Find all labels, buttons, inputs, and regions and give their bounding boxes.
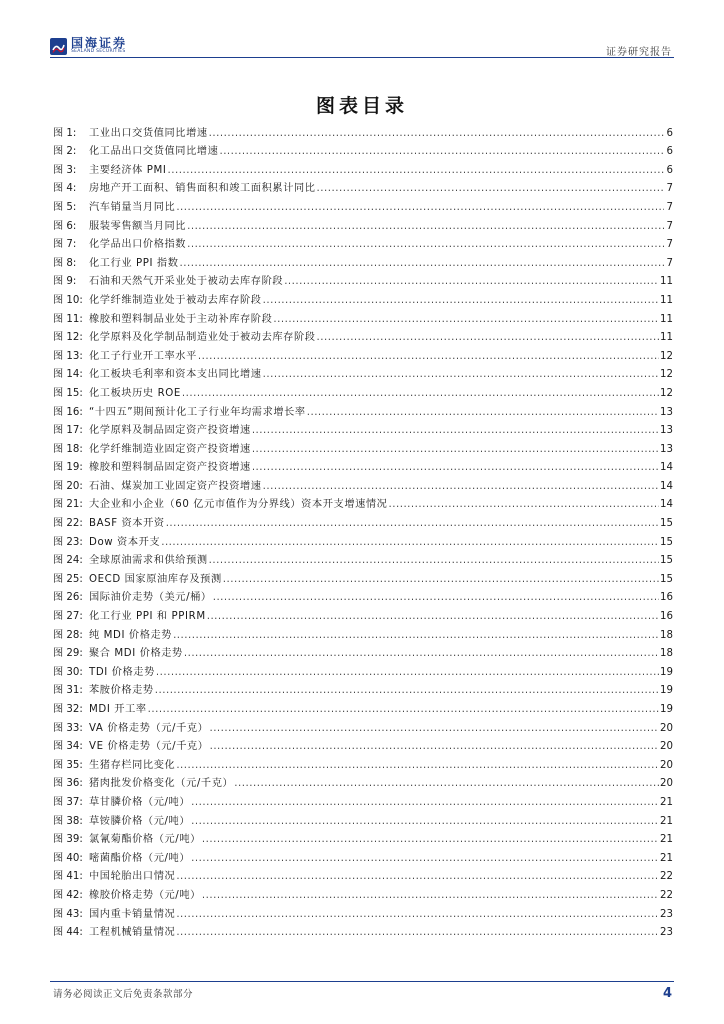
company-logo bbox=[50, 36, 127, 56]
figure-title[interactable]: 纯 MDI 价格走势 bbox=[89, 629, 173, 641]
dot-leader bbox=[209, 554, 659, 568]
toc-entry[interactable] bbox=[53, 903, 673, 922]
dot-leader bbox=[173, 629, 659, 643]
figure-page: 20 bbox=[660, 778, 673, 790]
dot-leader bbox=[234, 777, 659, 791]
figure-number: 图 6: bbox=[53, 220, 77, 232]
figure-title[interactable]: 国际油价走势（美元/桶） bbox=[89, 592, 212, 604]
figure-title[interactable]: 房地产开工面积、销售面积和竣工面积累计同比 bbox=[89, 183, 316, 195]
figure-title[interactable]: TDI 价格走势 bbox=[89, 666, 155, 678]
toc-entry[interactable] bbox=[53, 643, 673, 662]
dot-leader bbox=[161, 536, 659, 550]
figure-page: 11 bbox=[660, 332, 673, 344]
figure-page: 20 bbox=[660, 722, 673, 734]
report-type-label: 证券研究报告 bbox=[606, 47, 672, 58]
figure-page: 6 bbox=[666, 146, 673, 158]
toc-entry[interactable] bbox=[53, 289, 673, 308]
figure-title[interactable]: 工业出口交货值同比增速 bbox=[89, 127, 208, 139]
toc-entry[interactable] bbox=[53, 159, 673, 178]
toc-entry[interactable] bbox=[53, 122, 673, 141]
figure-page: 14 bbox=[660, 480, 673, 492]
figure-number: 图 7: bbox=[53, 239, 77, 251]
dot-leader bbox=[168, 164, 664, 178]
dot-leader bbox=[187, 220, 664, 234]
figure-number: 图 24: bbox=[53, 555, 83, 567]
toc-entry[interactable] bbox=[53, 345, 673, 364]
dot-leader bbox=[176, 908, 659, 922]
figure-page: 21 bbox=[660, 796, 673, 808]
figure-number: 图 43: bbox=[53, 908, 83, 920]
figure-title[interactable]: 大企业和小企业（60 亿元市值作为分界线）资本开支增速情况 bbox=[89, 499, 388, 511]
figure-page: 7 bbox=[666, 201, 673, 213]
figure-number: 图 44: bbox=[53, 927, 83, 939]
figure-page: 15 bbox=[660, 555, 673, 567]
figure-page: 14 bbox=[660, 499, 673, 511]
figure-page: 16 bbox=[660, 592, 673, 604]
dot-leader bbox=[155, 684, 659, 698]
figure-number: 图 25: bbox=[53, 573, 83, 585]
toc-entry[interactable] bbox=[53, 196, 673, 215]
dot-leader bbox=[252, 424, 659, 438]
dot-leader bbox=[191, 815, 659, 829]
figure-page: 7 bbox=[666, 257, 673, 269]
dot-leader bbox=[202, 889, 659, 903]
dot-leader bbox=[184, 647, 659, 661]
figure-page: 13 bbox=[660, 425, 673, 437]
figure-page: 22 bbox=[660, 889, 673, 901]
toc-entry[interactable] bbox=[53, 178, 673, 197]
figure-number: 图 39: bbox=[53, 834, 83, 846]
figure-title[interactable]: 化工子行业开工率水平 bbox=[89, 350, 197, 362]
toc-entry[interactable] bbox=[53, 568, 673, 587]
dot-leader bbox=[176, 926, 659, 940]
figure-page: 15 bbox=[660, 536, 673, 548]
figure-number: 图 1: bbox=[53, 127, 77, 139]
figure-number: 图 28: bbox=[53, 629, 83, 641]
page-number: 4 bbox=[662, 986, 672, 1001]
toc-entry[interactable] bbox=[53, 754, 673, 773]
dot-leader bbox=[252, 443, 659, 457]
figure-page: 11 bbox=[660, 313, 673, 325]
toc-entry[interactable] bbox=[53, 698, 673, 717]
figure-title[interactable]: 化工行业 PPI 指数 bbox=[89, 257, 179, 269]
figure-title[interactable]: 化学原料及化学制品制造业处于被动去库存阶段 bbox=[89, 332, 316, 344]
figure-number: 图 31: bbox=[53, 685, 83, 697]
figure-title[interactable]: MDI 开工率 bbox=[89, 704, 147, 715]
figure-number: 图 15: bbox=[53, 387, 83, 399]
dot-leader bbox=[202, 833, 659, 847]
figure-number: 图 29: bbox=[53, 648, 83, 660]
toc-entry[interactable] bbox=[53, 736, 673, 755]
figure-title[interactable]: 化工板块毛利率和资本支出同比增速 bbox=[89, 369, 262, 381]
dot-leader bbox=[156, 666, 659, 680]
toc-entry[interactable] bbox=[53, 884, 673, 903]
figure-number: 图 12: bbox=[53, 332, 83, 344]
toc-entry[interactable] bbox=[53, 866, 673, 885]
figure-title[interactable]: 草甘膦价格（元/吨） bbox=[89, 796, 191, 808]
figure-title[interactable]: Dow 资本开支 bbox=[89, 536, 161, 548]
toc-entry[interactable] bbox=[53, 791, 673, 810]
toc-entry[interactable] bbox=[53, 829, 673, 848]
figure-number: 图 8: bbox=[53, 257, 77, 269]
dot-leader bbox=[191, 852, 659, 866]
dot-leader bbox=[187, 238, 664, 252]
figure-number: 图 5: bbox=[53, 201, 77, 213]
figure-number: 图 37: bbox=[53, 796, 83, 808]
figure-title[interactable]: “十四五”期间预计化工子行业年均需求增长率 bbox=[89, 406, 306, 418]
dot-leader bbox=[209, 127, 664, 141]
toc-entry[interactable] bbox=[53, 494, 673, 513]
dot-leader bbox=[219, 145, 664, 159]
logo-english-name: SEALAND SECURITIES bbox=[71, 49, 126, 54]
dot-leader bbox=[148, 703, 659, 717]
header-divider bbox=[50, 57, 674, 58]
figure-page: 15 bbox=[660, 518, 673, 530]
dot-leader bbox=[176, 759, 659, 773]
dot-leader bbox=[180, 257, 665, 271]
figure-number: 图 13: bbox=[53, 350, 83, 362]
figure-page: 13 bbox=[660, 443, 673, 455]
figure-number: 图 41: bbox=[53, 871, 83, 883]
figure-number: 图 21: bbox=[53, 499, 83, 511]
figure-page: 20 bbox=[660, 741, 673, 753]
dot-leader bbox=[284, 275, 659, 289]
figure-title[interactable]: 苯胺价格走势 bbox=[89, 685, 154, 697]
figure-title[interactable]: 化学品出口价格指数 bbox=[89, 239, 187, 251]
figure-number: 图 40: bbox=[53, 852, 83, 864]
figure-title[interactable]: 全球原油需求和供给预测 bbox=[89, 555, 208, 567]
figure-number: 图 38: bbox=[53, 815, 83, 827]
logo-chinese-name: 国海证券 bbox=[71, 36, 128, 50]
dot-leader bbox=[213, 591, 659, 605]
toc-entry[interactable] bbox=[53, 550, 673, 569]
toc-entry[interactable] bbox=[53, 364, 673, 383]
figure-number: 图 2: bbox=[53, 146, 77, 158]
toc-entry[interactable] bbox=[53, 922, 673, 941]
figure-page: 7 bbox=[666, 220, 673, 232]
figure-title[interactable]: OECD 国家原油库存及预测 bbox=[89, 573, 222, 585]
figure-page: 18 bbox=[660, 648, 673, 660]
figure-title[interactable]: 橡胶和塑料制品固定资产投资增速 bbox=[89, 462, 251, 474]
dot-leader bbox=[388, 498, 659, 512]
figure-number: 图 14: bbox=[53, 369, 83, 381]
figure-page: 19 bbox=[660, 666, 673, 678]
toc-entry[interactable] bbox=[53, 252, 673, 271]
figure-title[interactable]: 橡胶价格走势（元/吨） bbox=[89, 889, 201, 901]
figure-page: 21 bbox=[660, 815, 673, 827]
toc-entry[interactable] bbox=[53, 531, 673, 550]
page-header bbox=[0, 0, 724, 60]
figure-page: 19 bbox=[660, 704, 673, 715]
figure-number: 图 35: bbox=[53, 759, 83, 771]
dot-leader bbox=[223, 573, 659, 587]
dot-leader bbox=[176, 201, 664, 215]
dot-leader bbox=[210, 740, 659, 754]
figure-number: 图 27: bbox=[53, 611, 83, 623]
figure-page: 12 bbox=[660, 350, 673, 362]
figure-title[interactable]: 化工行业 PPI 和 PPIRM bbox=[89, 611, 206, 623]
toc-entry[interactable] bbox=[53, 401, 673, 420]
figure-title[interactable]: 主要经济体 PMI bbox=[89, 164, 167, 176]
figure-page: 12 bbox=[660, 387, 673, 399]
toc-entry[interactable] bbox=[53, 271, 673, 290]
toc-entry[interactable] bbox=[53, 308, 673, 327]
figure-page: 15 bbox=[660, 573, 673, 585]
toc-entry[interactable] bbox=[53, 810, 673, 829]
figure-title[interactable]: 中国轮胎出口情况 bbox=[89, 871, 176, 883]
dot-leader bbox=[252, 461, 659, 475]
dot-leader bbox=[317, 331, 659, 345]
toc-entry[interactable] bbox=[53, 141, 673, 160]
figure-title[interactable]: 聚合 MDI 价格走势 bbox=[89, 648, 183, 660]
toc-entry[interactable] bbox=[53, 717, 673, 736]
figure-number: 图 42: bbox=[53, 889, 83, 901]
sealand-logo-icon bbox=[50, 38, 67, 55]
toc-entry[interactable] bbox=[53, 661, 673, 680]
figure-number: 图 9: bbox=[53, 276, 77, 288]
toc-entry[interactable] bbox=[53, 457, 673, 476]
figure-page: 23 bbox=[660, 927, 673, 939]
dot-leader bbox=[198, 350, 659, 364]
figure-number: 图 17: bbox=[53, 425, 83, 437]
figure-page: 7 bbox=[666, 183, 673, 195]
figure-title[interactable]: 化工品出口交货值同比增速 bbox=[89, 146, 219, 158]
toc-entry[interactable] bbox=[53, 624, 673, 643]
toc-entry[interactable] bbox=[53, 215, 673, 234]
figure-page: 21 bbox=[660, 852, 673, 864]
page-title: 图表目录 bbox=[315, 95, 408, 117]
figure-number: 图 36: bbox=[53, 778, 83, 790]
figure-title[interactable]: 化学原料及制品固定资产投资增速 bbox=[89, 425, 251, 437]
figure-number: 图 33: bbox=[53, 722, 83, 734]
figure-number: 图 19: bbox=[53, 462, 83, 474]
dot-leader bbox=[207, 610, 659, 624]
figure-title[interactable]: 嘧菌酯价格（元/吨） bbox=[89, 852, 191, 864]
figure-page: 16 bbox=[660, 611, 673, 623]
figure-page: 20 bbox=[660, 759, 673, 771]
dot-leader bbox=[307, 406, 659, 420]
dot-leader bbox=[317, 182, 664, 196]
toc-entry[interactable] bbox=[53, 680, 673, 699]
toc-entry[interactable] bbox=[53, 438, 673, 457]
figure-number: 图 32: bbox=[53, 704, 83, 715]
disclaimer-note: 请务必阅读正文后免责条款部分 bbox=[53, 989, 194, 1000]
figure-page: 13 bbox=[660, 406, 673, 418]
figure-number: 图 3: bbox=[53, 164, 77, 176]
figure-title[interactable]: VE 价格走势（元/千克） bbox=[89, 741, 209, 753]
figure-number: 图 10: bbox=[53, 294, 83, 306]
figure-number: 图 34: bbox=[53, 741, 83, 753]
figure-title[interactable]: 工程机械销量情况 bbox=[89, 927, 176, 939]
figure-title[interactable]: 石油、煤炭加工业固定资产投资增速 bbox=[89, 480, 262, 492]
dot-leader bbox=[176, 870, 659, 884]
figure-page: 6 bbox=[666, 127, 673, 139]
figure-title[interactable]: BASF 资本开资 bbox=[89, 518, 165, 530]
figure-page: 22 bbox=[660, 871, 673, 883]
figure-number: 图 23: bbox=[53, 536, 83, 548]
toc-entry[interactable] bbox=[53, 605, 673, 624]
figure-title[interactable]: 橡胶和塑料制品业处于主动补库存阶段 bbox=[89, 313, 273, 325]
dot-leader bbox=[263, 294, 659, 308]
dot-leader bbox=[166, 517, 659, 531]
figure-number: 图 30: bbox=[53, 666, 83, 678]
figure-number: 图 11: bbox=[53, 313, 83, 325]
toc-entry[interactable] bbox=[53, 475, 673, 494]
dot-leader bbox=[209, 722, 659, 736]
toc-entry[interactable] bbox=[53, 847, 673, 866]
toc-entry[interactable] bbox=[53, 773, 673, 792]
toc-entry[interactable] bbox=[53, 234, 673, 253]
dot-leader bbox=[182, 387, 659, 401]
figure-number: 图 20: bbox=[53, 480, 83, 492]
footer-divider bbox=[50, 981, 674, 982]
figure-list bbox=[53, 122, 673, 940]
dot-leader bbox=[263, 480, 659, 494]
figure-number: 图 16: bbox=[53, 406, 83, 418]
figure-title[interactable]: 草铵膦价格（元/吨） bbox=[89, 815, 191, 827]
figure-page: 11 bbox=[660, 294, 673, 306]
figure-title[interactable]: 汽车销量当月同比 bbox=[89, 201, 176, 213]
figure-page: 6 bbox=[666, 164, 673, 176]
dot-leader bbox=[263, 368, 659, 382]
figure-title[interactable]: 石油和天然气开采业处于被动去库存阶段 bbox=[89, 276, 284, 288]
toc-entry[interactable] bbox=[53, 420, 673, 439]
figure-number: 图 26: bbox=[53, 592, 83, 604]
figure-page: 7 bbox=[666, 239, 673, 251]
figure-title[interactable]: 国内重卡销量情况 bbox=[89, 908, 176, 920]
figure-title[interactable]: 化工板块历史 ROE bbox=[89, 387, 181, 399]
figure-title[interactable]: 氯氰菊酯价格（元/吨） bbox=[89, 834, 201, 846]
toc-entry[interactable] bbox=[53, 327, 673, 346]
figure-number: 图 4: bbox=[53, 183, 77, 195]
figure-title[interactable]: 生猪存栏同比变化 bbox=[89, 759, 176, 771]
figure-title[interactable]: VA 价格走势（元/千克） bbox=[89, 722, 209, 734]
figure-page: 12 bbox=[660, 369, 673, 381]
figure-page: 18 bbox=[660, 629, 673, 641]
figure-page: 21 bbox=[660, 834, 673, 846]
toc-entry[interactable] bbox=[53, 587, 673, 606]
toc-entry[interactable] bbox=[53, 512, 673, 531]
figure-page: 11 bbox=[660, 276, 673, 288]
dot-leader bbox=[273, 313, 659, 327]
figure-number: 图 18: bbox=[53, 443, 83, 455]
figure-number: 图 22: bbox=[53, 518, 83, 530]
figure-title[interactable]: 化学纤维制造业处于被动去库存阶段 bbox=[89, 294, 262, 306]
figure-page: 14 bbox=[660, 462, 673, 474]
figure-page: 23 bbox=[660, 908, 673, 920]
figure-page: 19 bbox=[660, 685, 673, 697]
figure-title[interactable]: 服装零售额当月同比 bbox=[89, 220, 187, 232]
dot-leader bbox=[191, 796, 659, 810]
figure-title[interactable]: 猪肉批发价格变化（元/千克） bbox=[89, 778, 234, 790]
figure-title[interactable]: 化学纤维制造业固定资产投资增速 bbox=[89, 443, 251, 455]
toc-entry[interactable] bbox=[53, 382, 673, 401]
